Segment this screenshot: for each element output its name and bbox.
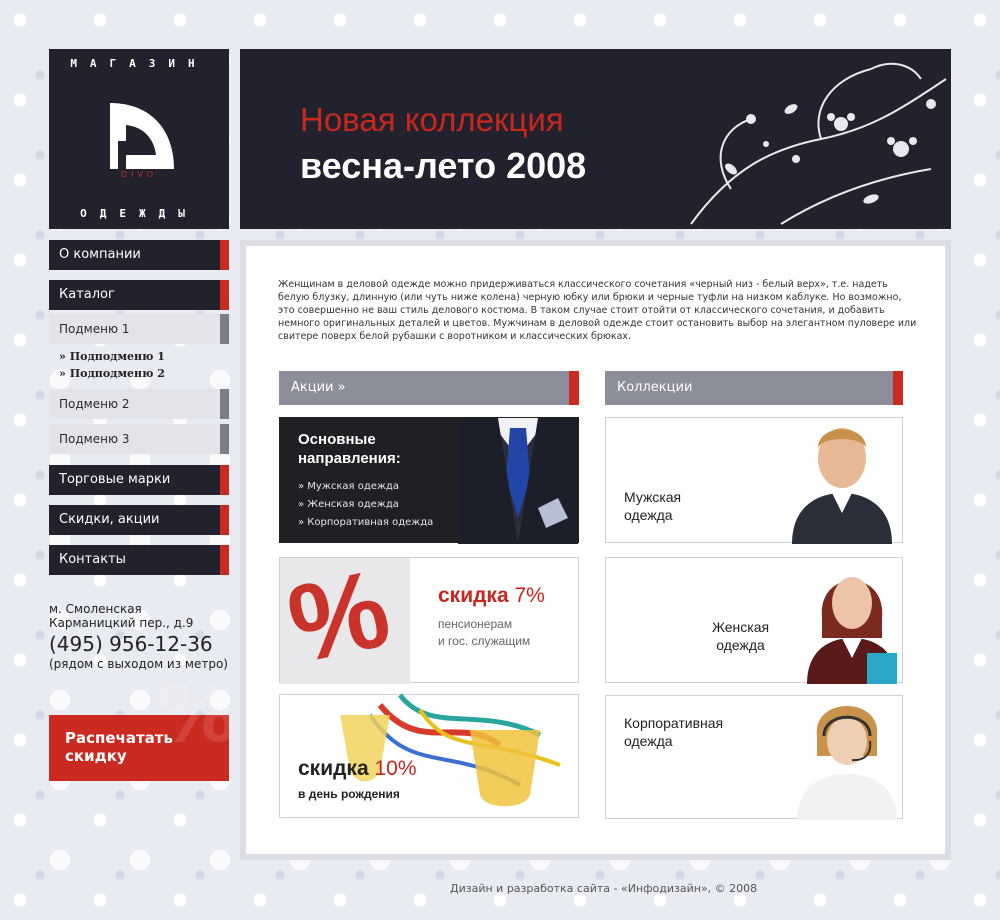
- menu-item-about[interactable]: [49, 240, 229, 270]
- logo-brand: DIVO: [120, 170, 158, 179]
- item-label: Корпоративная одежда: [307, 517, 434, 528]
- menu-item-brands[interactable]: [49, 465, 229, 495]
- collection-title: Корпоративная: [624, 715, 724, 731]
- card-title: Основные: [298, 431, 376, 448]
- discount-word: скидка: [438, 584, 509, 607]
- address-line1: м. Смоленская: [49, 602, 142, 616]
- address-note: (рядом с выходом из метро): [49, 657, 228, 671]
- collection-title: одежда: [716, 637, 765, 653]
- menu-label: Подподменю 1: [69, 350, 165, 363]
- promos-header[interactable]: [279, 371, 579, 405]
- headset-operator-icon: [792, 696, 902, 820]
- collection-card-corporate[interactable]: [605, 695, 903, 819]
- menu-subsubitem-2[interactable]: » Подподменю 2: [59, 367, 165, 380]
- print-line1: Распечатать: [65, 729, 173, 747]
- menu-label: О компании: [59, 247, 141, 262]
- discount-sub: пенсионерам: [438, 617, 513, 631]
- main-content: [240, 240, 951, 860]
- contact-block: [49, 602, 229, 671]
- menu-label: Контакты: [59, 552, 126, 567]
- logo-d-icon: [104, 101, 176, 171]
- menu-label: Подподменю 2: [69, 367, 165, 380]
- menu-label: Торговые марки: [59, 472, 171, 487]
- percent-icon: %: [156, 667, 237, 760]
- menu-item-discounts[interactable]: [49, 505, 229, 535]
- intro-text: Женщинам в деловой одежде можно придерживаться классического сочетания «черный низ - белый верх», т.е. надеть белую блузку, длинную (или чуть ниже колена) черную юбку или брюки и черные туфли на низком каблуке. Но возможно, это совершенно не ваш стиль делового костюма. В таком случае стоит отойти от классического сочетания, и добавить немного оригинальных деталей и цветов. Мужчинам в деловой одежде стоит остановить выбор на элегантном пуловере или свитере поверх белой рубашки с воротником и классических брюках.: [278, 279, 917, 342]
- menu-item-catalog[interactable]: [49, 280, 229, 310]
- card-title: направления:: [298, 450, 401, 467]
- print-line2: скидку: [65, 747, 127, 765]
- menu-subsubitem-1[interactable]: » Подподменю 1: [59, 350, 165, 363]
- logo-top-text: МАГАЗИН: [70, 57, 208, 70]
- direction-item-men[interactable]: » Мужская одежда: [298, 481, 399, 492]
- discount-pct: 7%: [514, 584, 545, 607]
- menu-label: Подменю 2: [59, 397, 130, 411]
- menu-item-contacts[interactable]: [49, 545, 229, 575]
- banner-line1: Новая коллекция: [300, 101, 564, 138]
- collection-title: одежда: [624, 733, 673, 749]
- collection-card-men[interactable]: [605, 417, 903, 543]
- discount-sub: и гос. служащим: [438, 634, 531, 648]
- collections-header[interactable]: [605, 371, 903, 405]
- menu-label: Подменю 1: [59, 322, 130, 336]
- address-line2: Карманицкий пер., д.9: [49, 616, 194, 630]
- direction-item-corp[interactable]: » Корпоративная одежда: [298, 517, 434, 528]
- percent-graphic: [278, 546, 410, 687]
- suit-tie-icon: [458, 418, 578, 544]
- percent-icon: %: [278, 546, 400, 687]
- collection-title: Мужская: [624, 489, 682, 505]
- site-logo[interactable]: [49, 49, 229, 229]
- promo-card-discount-10[interactable]: [279, 694, 579, 818]
- menu-subitem-2[interactable]: [49, 389, 229, 419]
- banner-line2: весна-лето 2008: [300, 145, 587, 186]
- woman-photo-icon: [802, 558, 902, 684]
- hero-banner[interactable]: [240, 49, 951, 229]
- footer-credit[interactable]: Дизайн и разработка сайта - «Инфодизайн», © 2008: [450, 882, 758, 895]
- collection-title: Женская: [712, 619, 770, 635]
- logo-bottom-text: ОДЕЖДЫ: [80, 207, 198, 220]
- menu-label: Каталог: [59, 287, 115, 302]
- item-label: Мужская одежда: [307, 481, 399, 492]
- discount-sub: в день рождения: [298, 787, 400, 801]
- item-label: Женская одежда: [307, 499, 399, 510]
- menu-label: Подменю 3: [59, 432, 130, 446]
- print-discount-button[interactable]: [49, 667, 237, 781]
- menu-label: Скидки, акции: [59, 512, 160, 527]
- collection-title: одежда: [624, 507, 673, 523]
- phone-number: (495) 956-12-36: [49, 632, 213, 656]
- promo-card-discount-7[interactable]: [278, 546, 579, 687]
- section-title: Коллекции: [617, 380, 693, 395]
- man-photo-icon: [782, 418, 902, 544]
- floral-ornament-icon: [671, 49, 951, 229]
- discount-word: скидка: [298, 757, 369, 780]
- section-title: Акции »: [291, 380, 346, 395]
- menu-subitem-3[interactable]: [49, 424, 229, 454]
- collection-card-women[interactable]: [605, 557, 903, 683]
- discount-pct: 10%: [374, 757, 417, 780]
- menu-subitem-1[interactable]: [49, 314, 229, 344]
- direction-item-women[interactable]: » Женская одежда: [298, 499, 399, 510]
- promo-card-directions[interactable]: [279, 417, 579, 543]
